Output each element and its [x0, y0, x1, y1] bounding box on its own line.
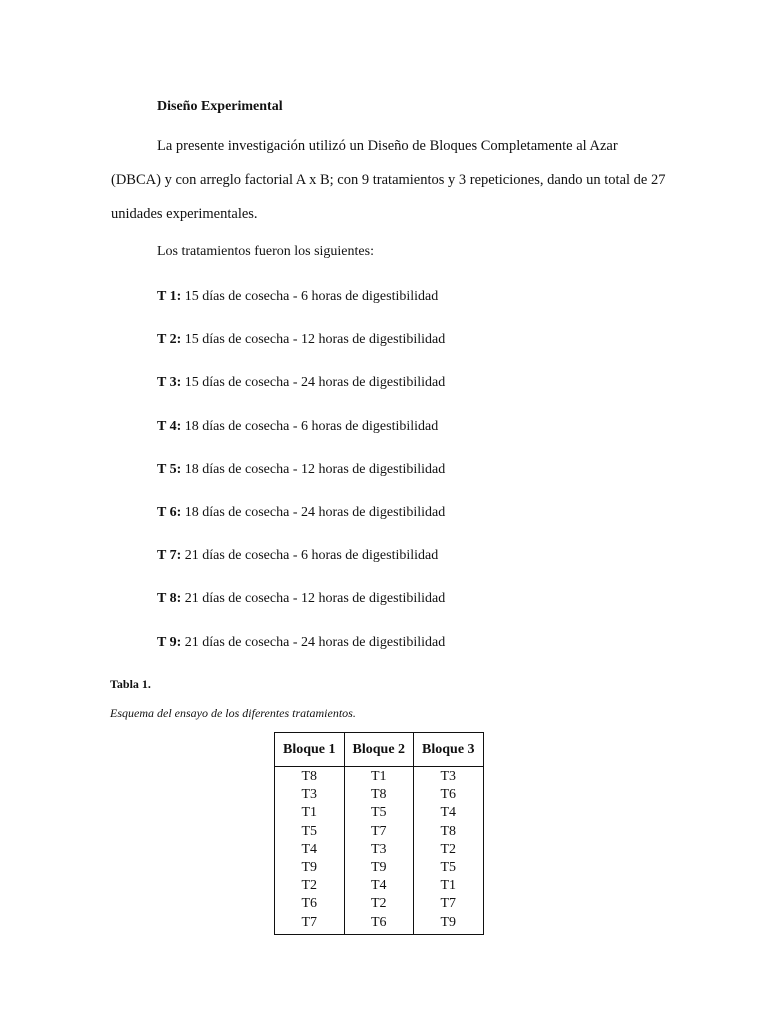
table-cell: T7: [440, 896, 457, 912]
table-cell: T6: [301, 896, 318, 912]
table-cell: T1: [370, 769, 387, 784]
table-cell: T6: [370, 914, 387, 930]
table-cell: T2: [301, 878, 318, 894]
table-header-row: [275, 733, 484, 767]
table-cell: T9: [440, 914, 457, 930]
table-cell: T8: [370, 787, 387, 803]
treatment-item-5: [157, 459, 445, 502]
table-cell: T9: [301, 859, 318, 875]
column-bloque-1: [275, 767, 345, 935]
intro-text: La presente investigación utilizó un Diseño de Bloques Completamente al Azar (DBCA) y con arreglo factorial A x B; con 9 tratamientos y 3 repeticiones, dando un total de 27 unidades experimentales.: [111, 138, 666, 222]
treatment-item-2: [157, 329, 445, 372]
treatment-description: 15 días de cosecha - 6 horas de digestibilidad: [181, 289, 439, 304]
table-cell: T1: [301, 805, 318, 821]
treatment-item-4: [157, 416, 445, 459]
treatment-description: 15 días de cosecha - 12 horas de digestibilidad: [181, 332, 446, 348]
treatment-item-6: [157, 502, 445, 545]
treatment-item-7: [157, 545, 445, 588]
table-cell: T7: [301, 914, 318, 930]
treatment-code: T 7:: [157, 548, 182, 564]
table-cell: T4: [440, 805, 457, 821]
treatment-item-1: [157, 286, 445, 329]
table-cell: T5: [301, 823, 318, 839]
table-cell: T1: [440, 878, 457, 894]
table-caption: Esquema del ensayo de los diferentes tratamientos.: [110, 706, 356, 720]
treatment-code: T 5:: [157, 461, 182, 477]
treatment-code: T 9:: [157, 634, 182, 650]
treatment-description: 18 días de cosecha - 6 horas de digestibilidad: [181, 418, 439, 434]
treatment-description: 21 días de cosecha - 24 horas de digestibilidad: [181, 634, 446, 650]
column-bloque-2: [344, 767, 414, 935]
table-cell: T5: [440, 859, 457, 875]
table-cell: T7: [370, 823, 387, 839]
treatment-description: 18 días de cosecha - 24 horas de digestibilidad: [181, 504, 446, 520]
table-cell: T4: [301, 841, 318, 857]
table-label: Tabla 1.: [110, 677, 151, 691]
table-cell: T4: [370, 878, 387, 894]
column-bloque-3: [414, 767, 484, 935]
treatment-description: 21 días de cosecha - 6 horas de digestibilidad: [181, 548, 439, 564]
table-body-row: [275, 767, 484, 935]
treatment-description: 21 días de cosecha - 12 horas de digestibilidad: [181, 591, 446, 607]
column-header-bloque-2: Bloque 2: [344, 733, 414, 767]
column-header-bloque-3: Bloque 3: [414, 733, 484, 767]
table-cell: T6: [440, 787, 457, 803]
table-cell: T8: [440, 823, 457, 839]
treatment-list: [157, 286, 445, 675]
table-cell: T2: [370, 896, 387, 912]
treatments-lead: Los tratamientos fueron los siguientes:: [157, 244, 374, 259]
table-cell: T3: [301, 787, 318, 803]
table-cell: T3: [370, 841, 387, 857]
intro-paragraph: [111, 129, 671, 231]
table-cell: T3: [440, 769, 457, 784]
treatment-item-8: [157, 588, 445, 631]
table-cell: T2: [440, 841, 457, 857]
treatment-code: T 3:: [157, 375, 182, 391]
treatment-description: 18 días de cosecha - 12 horas de digestibilidad: [181, 461, 446, 477]
table-cell: T8: [301, 769, 318, 784]
table-cell: T5: [370, 805, 387, 821]
table-cell: T9: [370, 859, 387, 875]
block-table: [274, 732, 484, 935]
treatment-code: T 1:: [157, 289, 182, 304]
treatment-item-3: [157, 372, 445, 415]
treatment-code: T 6:: [157, 504, 182, 520]
treatment-code: T 8:: [157, 591, 182, 607]
treatment-code: T 4:: [157, 418, 182, 434]
treatment-code: T 2:: [157, 332, 182, 348]
treatment-description: 15 días de cosecha - 24 horas de digestibilidad: [181, 375, 446, 391]
column-header-bloque-1: Bloque 1: [275, 733, 345, 767]
section-heading: Diseño Experimental: [157, 99, 283, 114]
treatment-item-9: [157, 632, 445, 675]
